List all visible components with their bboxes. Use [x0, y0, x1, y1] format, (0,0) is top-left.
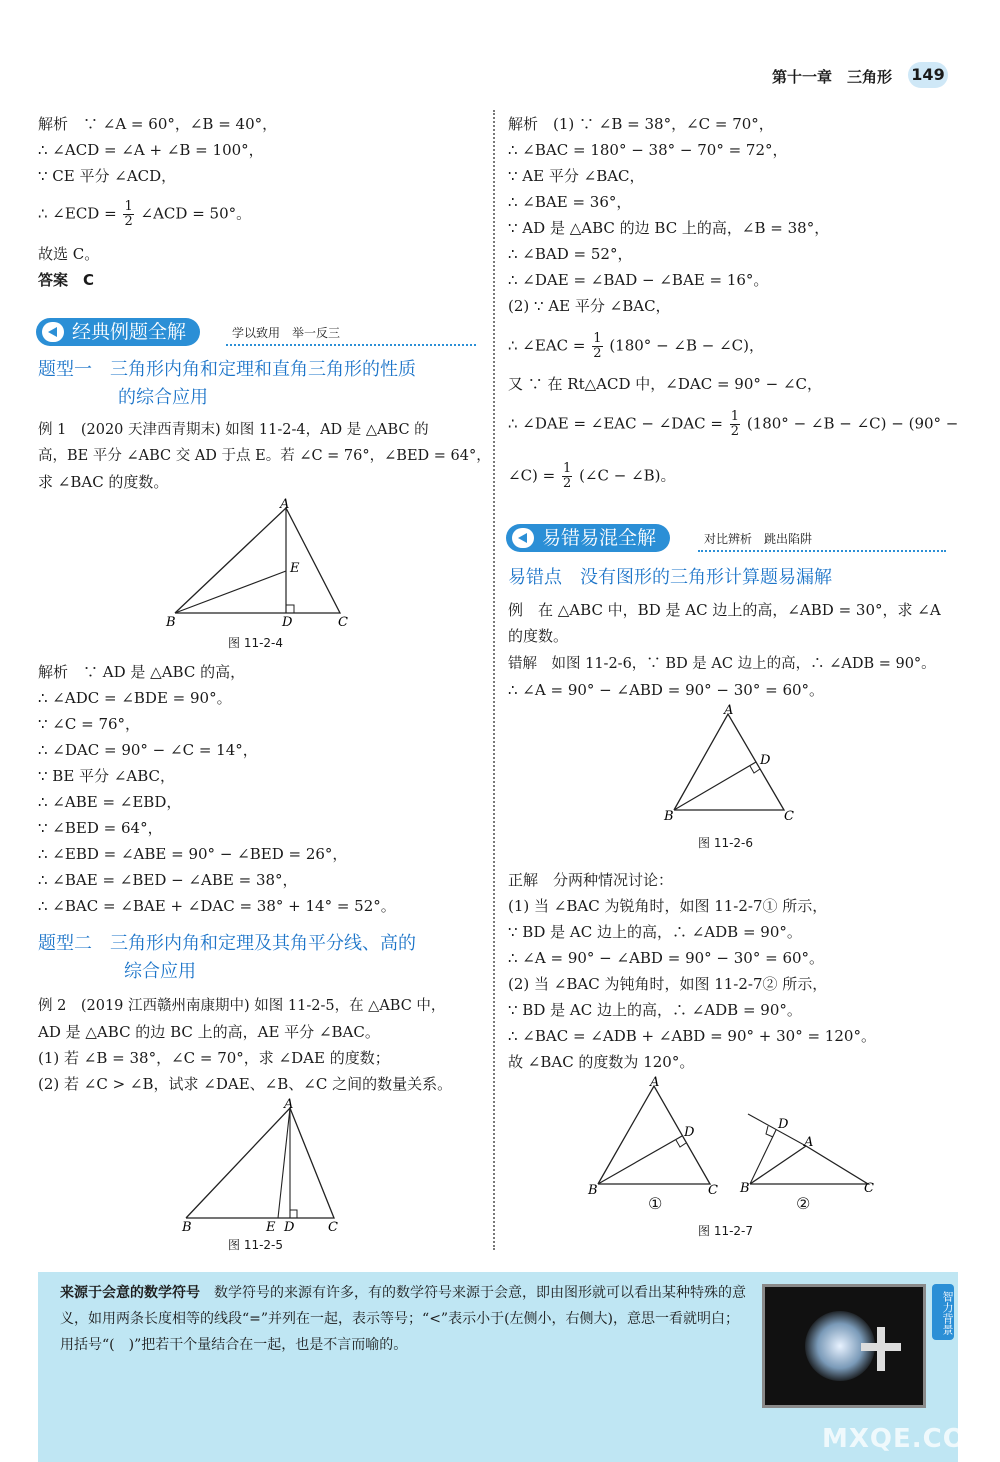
- banner-label: 易错易混全解: [506, 524, 670, 552]
- section-banner-pitfalls: [506, 524, 946, 552]
- svg-text:D: D: [760, 753, 771, 768]
- example-line: AD 是 △ABC 的边 BC 上的高，AE 平分 ∠BAC。: [38, 1023, 380, 1041]
- figure-11-2-4: [160, 498, 360, 633]
- note-body: 数学符号的来源有许多，有的数学符号来源于会意，即由图形就可以看出某种特殊的意义，如用两条长度相等的线段“=”并列在一起，表示等号；“<”表示小于(左侧小，右侧大)，意思一看就明白；用括号“( )”把若干个量结合在一起，也是不言而喻的。: [60, 1285, 746, 1353]
- svg-text:B: B: [182, 1220, 192, 1235]
- solution-line-fraction: [508, 410, 958, 439]
- correct-solution-line: (2) 当 ∠BAC 为钝角时，如图 11-2-7② 所示，: [508, 975, 828, 993]
- side-tab-label: 智力背景: [941, 1291, 954, 1335]
- fraction: $\frac{1}{2}$: [730, 409, 740, 439]
- solution-line: ∵ AD 是 △ABC 的边 BC 上的高，∠B = 38°，: [508, 219, 830, 237]
- solution-line: 故选 C。: [38, 245, 100, 263]
- figure-caption: 图 11-2-5: [228, 1238, 284, 1252]
- pitfall-title: 易错点 没有图形的三角形计算题易漏解: [508, 567, 832, 588]
- solution-text: ∠ACD = 50°。: [140, 204, 252, 223]
- note-image: [762, 1284, 926, 1408]
- svg-text:A: A: [284, 1097, 294, 1112]
- example-line: 求 ∠BAC 的度数。: [38, 473, 169, 491]
- figure-caption: 图 11-2-6: [698, 836, 754, 850]
- solution-line: ∴ ∠BAE = ∠BED − ∠ABE = 38°，: [38, 871, 298, 889]
- plus-sign-bar: [861, 1343, 901, 1351]
- solution-line: ∵ ∠BED = 64°，: [38, 819, 163, 837]
- solution-line: ∵ ∠C = 76°，: [38, 715, 141, 733]
- type-title-cont: 的综合应用: [118, 387, 208, 408]
- side-tab: [932, 1284, 954, 1340]
- solution-line: ∴ ∠ADC = ∠BDE = 90°。: [38, 689, 232, 707]
- solution-line: 又 ∵ 在 Rt△ACD 中，∠DAC = 90° − ∠C，: [508, 375, 823, 393]
- figure-sublabel: ②: [796, 1194, 811, 1213]
- wrong-solution-line: 错解 如图 11-2-6，∵ BD 是 AC 边上的高，∴ ∠ADB = 90°。: [508, 656, 936, 672]
- solution-line: ∴ ∠ACD = ∠A + ∠B = 100°，: [38, 141, 264, 159]
- section-banner-classic-examples: [36, 318, 476, 346]
- svg-text:D: D: [684, 1125, 695, 1140]
- example-line: 例 1 (2020 天津西青期末) 如图 11-2-4，AD 是 △ABC 的: [38, 422, 429, 438]
- figure-11-2-6: [656, 702, 806, 832]
- svg-text:A: A: [650, 1075, 660, 1090]
- figure-sublabel: ①: [648, 1194, 663, 1213]
- note-title: 来源于会意的数学符号: [60, 1285, 200, 1301]
- solution-line: ∴ ∠ABE = ∠EBD，: [38, 793, 182, 811]
- banner-label: 经典例题全解: [36, 318, 200, 346]
- solution-text: (180° − ∠B − ∠C) − (90° −: [746, 414, 959, 433]
- svg-text:E: E: [266, 1220, 276, 1235]
- correct-solution-line: ∵ BD 是 AC 边上的高，∴ ∠ADB = 90°。: [508, 1001, 802, 1019]
- correct-solution-line: (1) 当 ∠BAC 为锐角时，如图 11-2-7① 所示，: [508, 897, 828, 915]
- solution-text: ∴ ∠EAC =: [508, 336, 586, 355]
- example-line: 的度数。: [508, 627, 569, 645]
- chapter-title: 第十一章 三角形: [772, 68, 893, 86]
- banner-rule: [226, 344, 476, 346]
- correct-solution-line: ∴ ∠A = 90° − ∠ABD = 90° − 30° = 60°。: [508, 949, 825, 967]
- banner-tag: 学以致用 举一反三: [232, 326, 341, 340]
- solution-line-fraction: [508, 462, 676, 491]
- figure-caption: 图 11-2-7: [698, 1224, 754, 1238]
- example-line: 例 2 (2019 江西赣州南康期中) 如图 11-2-5，在 △ABC 中，: [38, 998, 446, 1014]
- solution-text: ∴ ∠ECD =: [38, 204, 117, 223]
- example-line: 高，BE 平分 ∠ABC 交 AD 于点 E。若 ∠C = 76°，∠BED = 64°，: [38, 448, 491, 464]
- page-header: [760, 62, 960, 92]
- solution-line: ∴ ∠BAE = 36°，: [508, 193, 632, 211]
- fraction: $\frac{1}{2}$: [563, 461, 572, 491]
- megaphone-icon: [42, 322, 64, 342]
- svg-text:B: B: [664, 809, 674, 824]
- answer-line: 答案 C: [38, 271, 95, 289]
- fraction: $\frac{1}{2}$: [124, 199, 133, 229]
- svg-text:C: C: [784, 809, 794, 824]
- solution-line: ∵ BE 平分 ∠ABC，: [38, 767, 175, 785]
- example-line: 例 在 △ABC 中，BD 是 AC 边上的高，∠ABD = 30°，求 ∠A: [508, 601, 941, 619]
- solution-line: ∴ ∠BAC = 180° − 38° − 70° = 72°，: [508, 141, 788, 159]
- solution-line: 解析 ∵ AD 是 △ABC 的高，: [38, 663, 246, 681]
- solution-line: (2) ∵ AE 平分 ∠BAC，: [508, 297, 671, 315]
- solution-text: ∠C) =: [508, 466, 556, 485]
- svg-text:D: D: [778, 1117, 789, 1132]
- svg-text:B: B: [740, 1181, 750, 1196]
- figure-caption: 图 11-2-4: [228, 636, 284, 650]
- column-divider: [493, 110, 495, 1250]
- type-title: 题型二 三角形内角和定理及其角平分线、高的: [38, 933, 416, 954]
- solution-line: ∵ CE 平分 ∠ACD，: [38, 167, 177, 185]
- solution-line: ∴ ∠EBD = ∠ABE = 90° − ∠BED = 26°，: [38, 845, 348, 863]
- solution-line: ∴ ∠DAE = ∠BAD − ∠BAE = 16°。: [508, 271, 769, 289]
- svg-text:B: B: [588, 1183, 598, 1198]
- solution-line-fraction: [38, 200, 251, 229]
- figure-11-2-5: [176, 1096, 356, 1236]
- correct-solution-line: ∵ BD 是 AC 边上的高，∴ ∠ADB = 90°。: [508, 923, 802, 941]
- banner-tag: 对比辨析 跳出陷阱: [704, 532, 813, 546]
- page-number: 149: [908, 62, 948, 88]
- background-note: [60, 1280, 750, 1358]
- type-title-cont: 综合应用: [124, 961, 196, 982]
- banner-rule: [698, 550, 946, 552]
- solution-text: ∴ ∠DAE = ∠EAC − ∠DAC =: [508, 414, 723, 433]
- solution-line: ∵ AE 平分 ∠BAC，: [508, 167, 645, 185]
- correct-solution-line: ∴ ∠BAC = ∠ADB + ∠ABD = 90° + 30° = 120°。: [508, 1027, 876, 1045]
- fraction: $\frac{1}{2}$: [593, 331, 602, 361]
- svg-text:D: D: [282, 615, 293, 630]
- solution-line: ∴ ∠BAC = ∠BAE + ∠DAC = 38° + 14° = 52°。: [38, 897, 396, 915]
- correct-solution-line: 正解 分两种情况讨论：: [508, 871, 674, 889]
- svg-text:C: C: [338, 615, 348, 630]
- solution-line: 解析 (1) ∵ ∠B = 38°，∠C = 70°，: [508, 115, 774, 133]
- example-line: (2) 若 ∠C > ∠B，试求 ∠DAE、∠B、∠C 之间的数量关系。: [38, 1075, 453, 1093]
- solution-line: ∴ ∠DAC = 90° − ∠C = 14°，: [38, 741, 258, 759]
- solution-line: ∴ ∠BAD = 52°，: [508, 245, 633, 263]
- svg-text:C: C: [328, 1220, 338, 1235]
- solution-line: 解析 ∵ ∠A = 60°，∠B = 40°，: [38, 115, 278, 133]
- solution-text: (180° − ∠B − ∠C)，: [609, 336, 765, 355]
- wrong-solution-line: ∴ ∠A = 90° − ∠ABD = 90° − 30° = 60°。: [508, 681, 825, 699]
- svg-text:E: E: [290, 561, 300, 576]
- solution-text: (∠C − ∠B)。: [579, 466, 676, 485]
- megaphone-icon: [512, 528, 534, 548]
- svg-text:B: B: [166, 615, 176, 630]
- svg-text:C: C: [708, 1183, 718, 1198]
- solution-line-fraction: [508, 332, 764, 361]
- svg-text:A: A: [724, 703, 734, 718]
- correct-solution-line: 故 ∠BAC 的度数为 120°。: [508, 1053, 695, 1071]
- watermark: MXQE.COM: [822, 1424, 993, 1454]
- svg-text:D: D: [284, 1220, 295, 1235]
- example-line: (1) 若 ∠B = 38°，∠C = 70°，求 ∠DAE 的度数；: [38, 1049, 390, 1067]
- figure-11-2-7: [580, 1074, 880, 1214]
- svg-text:C: C: [864, 1181, 874, 1196]
- svg-text:A: A: [804, 1135, 814, 1150]
- svg-text:A: A: [280, 498, 290, 512]
- type-title: 题型一 三角形内角和定理和直角三角形的性质: [38, 359, 416, 380]
